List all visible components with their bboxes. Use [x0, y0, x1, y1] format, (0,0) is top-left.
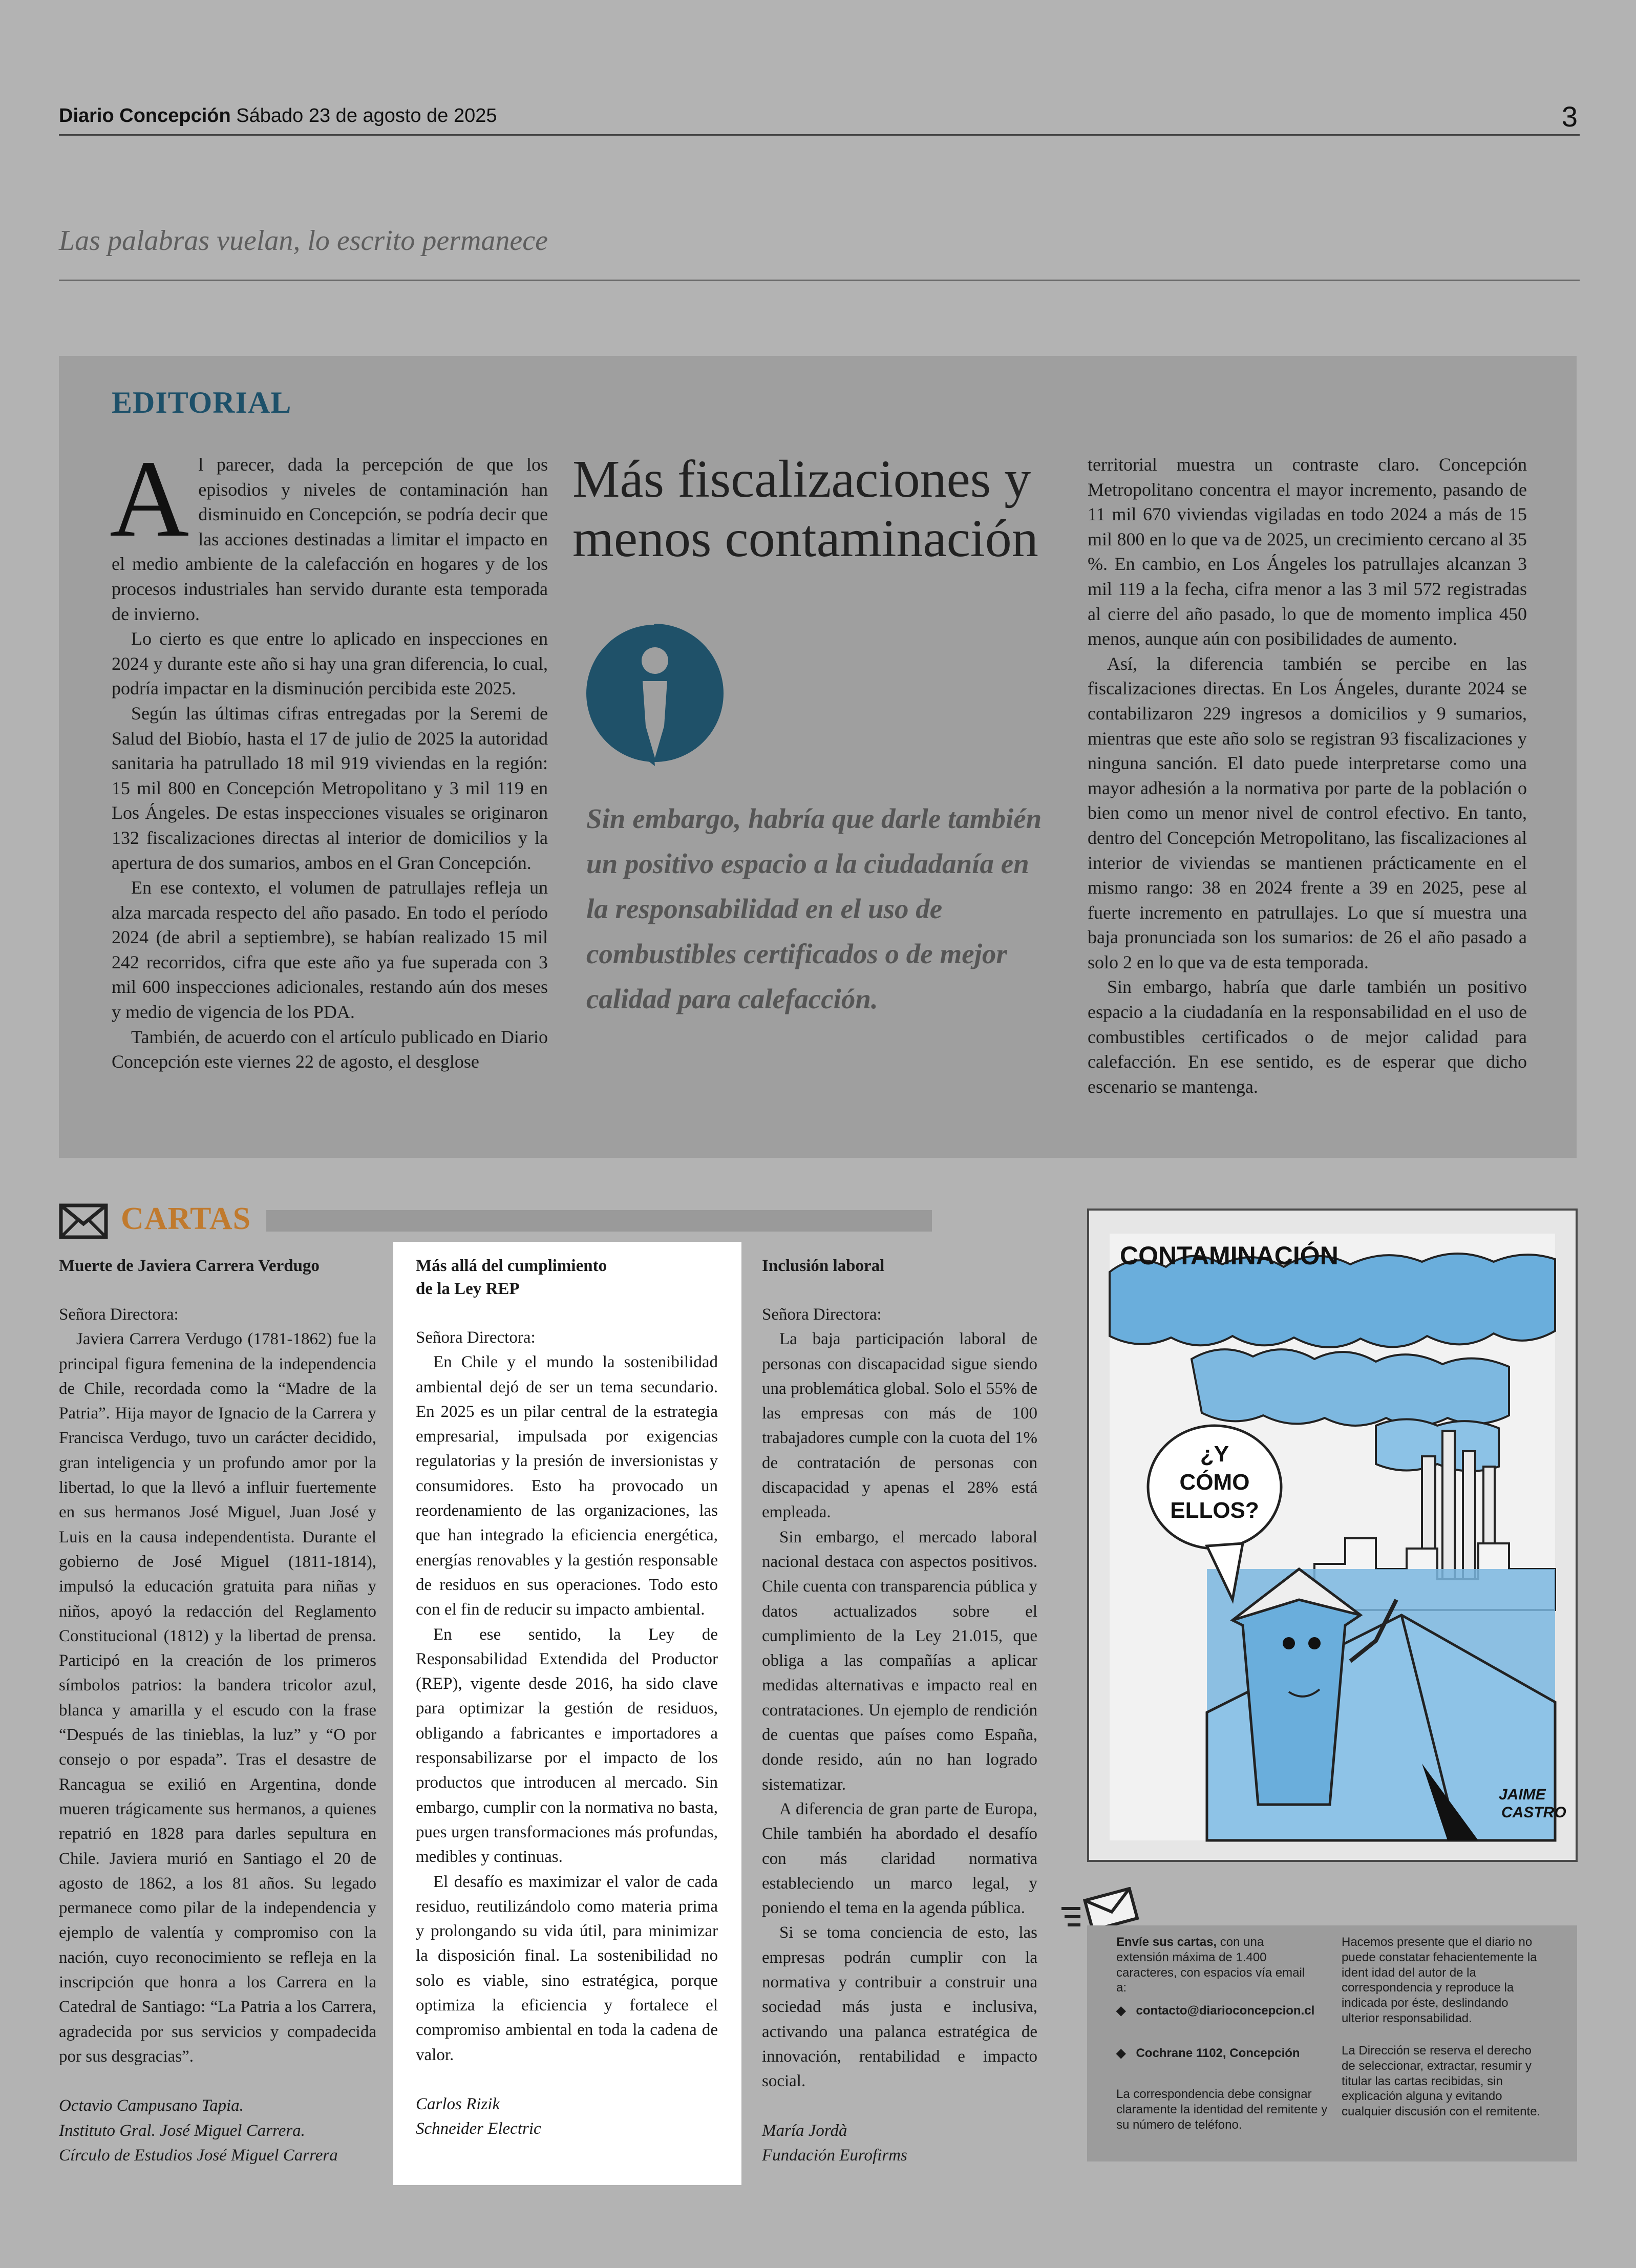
letter-title: Más allá del cumplimiento de la Ley REP [416, 1257, 607, 1298]
publication-date: Sábado 23 de agosto de 2025 [236, 105, 497, 126]
letter-signature: Carlos Rizik [416, 2094, 500, 2113]
editorial-paragraph: Según las últimas cifras entregadas por la Seremi de Salud del Biobío, hasta el 17 de julio de 2025 la autoridad sanitaria ha patrullado 18 mil 919 viviendas en la región: 15 mil 800 en Concepción Metropolitano y 3 mil 119 en Los Ángeles. De estas inspecciones visuales se originaron 132 fiscalizaciones directas al interior de domicilios y la apertura de dos sumarios, ambos en el Gran Concepción. [112, 703, 548, 873]
letter-1 [59, 1255, 376, 2168]
letter-title: Muerte de Javiera Carrera Verdugo [59, 1257, 320, 1275]
cartoon-title: CONTAMINACIÓN [1120, 1241, 1338, 1270]
cartas-header-bar [266, 1210, 932, 1232]
editorial-paragraph: Sin embargo, habría que darle también un positivo espacio a la ciudadanía en la responsabilidad en el uso de combustibles certificados o de mejor calidad para calefacción. En ese sentido, es de esperar que dicho escenario se mantenga. [1088, 977, 1527, 1097]
letter-paragraph: La baja participación laboral de personas con discapacidad sigue siendo una problemática global. Solo el 55% de las empresas con más de 100 trabajadores cumple con la cuota del 1% de contratación de personas con discapacidad y apenas el 28% está empleada. [762, 1330, 1037, 1522]
editorial-column-3 [1088, 452, 1527, 1099]
letter-title: Inclusión laboral [762, 1257, 885, 1275]
publication-name: Diario Concepción [59, 105, 231, 126]
cartoon-illustration [1089, 1211, 1576, 1860]
editorial-label: EDITORIAL [112, 386, 292, 419]
letter-paragraph: En Chile y el mundo la sostenibilidad ambiental dejó de ser un tema secundario. En 2025 es un pilar central de la estrategia empresarial, impulsada por exigencias regulatorias y la presión de inversionistas y consumidores. Esto ha provocado un reordenamiento de las organizaciones, las que han integrado la eficiencia energética, energías renovables y la gestión responsable de residuos en sus operaciones. Todo esto con el fin de reducir su impacto ambiental. [416, 1353, 718, 1619]
submission-right-note-1: Hacemos presente que el diario no puede constatar fehacientemente la ident idad del autor de la correspondencia y reproduce la indicada por éste, deslindando ulterior responsabilidad. [1342, 1935, 1537, 2025]
letter-paragraph: Javiera Carrera Verdugo (1781-1862) fue la principal figura femenina de la independencia de Chile, recordada como la “Madre de la Patria”. Hija mayor de Ignacio de la Carrera y Francisca Verdugo, tuvo un carácter decidido, gran inteligencia y un profundo amor por la libertad, lo que la llevó a influir fuertemente en sus hermanos José Miguel, Juan José y Luis en la causa independentista. Durante el gobierno de José Miguel (1811-1814), impulsó la educación gratuita para niñas y niños, apoyó la redacción del Reglamento Constitucional (1812) y la libertad de prensa. Participó en la creación de los primeros símbolos patrios: la bandera tricolor azul, blanca y amarilla y el escudo con la frase “Después de las tinieblas, la luz” y “O por consejo o por espada”. Tras el desastre de Rancagua se exilió en Argentina, donde mueren trágicamente sus hermanos, a quienes repatrió en 1828 para darles sepultura en Chile. Javiera murió en Santiago el 20 de agosto de 1862, a los 81 años. Su legado permanece como pilar de la independencia y ejemplo de valentía y compromiso con la nación, cuyo reconocimiento se refleja en la inscripción que honra a los Carrera en la Catedral de Santiago: “La Patria a los Carrera, agradecida por sus servicios y compadecida por sus desgracias”. [59, 1330, 376, 2066]
submission-address: ◆ Cochrane 1102, Concepción [1116, 2046, 1300, 2060]
letter-signature: Instituto Gral. José Miguel Carrera. [59, 2121, 305, 2140]
header-rule [59, 134, 1580, 136]
letter-greeting: Señora Directora: [416, 1328, 536, 1347]
letter-signature: Octavio Campusano Tapia. [59, 2096, 244, 2115]
submission-right-note-2: La Dirección se reserva el derecho de seleccionar, extractar, resumir y titular las cartas recibidas, sin explicación alguna y evitando cualquier discusión con el remitente. [1342, 2044, 1541, 2119]
letter-paragraph: El desafío es maximizar el valor de cada residuo, reutilizándolo como materia prima y prolongando su vida útil, para minimizar la disposición final. La sostenibilidad no solo es viable, sino estratégica, porque optimiza la eficiencia y fortalece el compromiso ambiental en toda la cadena de valor. [416, 1872, 718, 2064]
cartoonist-signature: JAIME [1499, 1786, 1546, 1803]
cartoon-frame [1087, 1209, 1578, 1862]
letter-signature: Fundación Eurofirms [762, 2146, 907, 2165]
cartas-label: CARTAS [121, 1201, 251, 1236]
letter-paragraph: A diferencia de gran parte de Europa, Chile también ha abordado el desafío con más claridad normativa estableciendo un marco legal, y poniendo el tema en la agenda pública. [762, 1799, 1037, 1918]
editorial-paragraph: Lo cierto es que entre lo aplicado en inspecciones en 2024 y durante este año si hay una gran diferencia, lo cual, podría impactar en la disminución percibida este 2025. [112, 628, 548, 699]
envelope-icon [59, 1203, 108, 1239]
speech-line: ELLOS? [1170, 1498, 1259, 1523]
letter-3 [762, 1255, 1037, 2168]
letter-greeting: Señora Directora: [762, 1305, 882, 1324]
masthead [59, 105, 497, 127]
speech-line: CÓMO [1179, 1470, 1250, 1495]
page-number: 3 [1561, 100, 1578, 133]
letter-paragraph: Sin embargo, el mercado laboral nacional destaca con aspectos positivos. Chile cuenta con transparencia pública y datos actualizados sobre el cumplimiento de la Ley 21.015, que obliga a las compañías a aplicar medidas alternativas e impacto real en contrataciones. Un ejemplo de rendición de cuentas que países como España, donde resido, aún no han logrado sistematizar. [762, 1528, 1037, 1794]
editorial-paragraph: En ese contexto, el volumen de patrullajes refleja un alza marcada respecto del año pasado. En todo el período 2024 (de abril a septiembre), se habían realizado 15 mil 242 recorridos, cifra que este año ya fue superada con 3 mil 600 inspecciones adicionales, restando aún dos meses y medio de vigencia de los PDA. [112, 877, 548, 1023]
slogan: Las palabras vuelan, lo escrito permanece [59, 225, 548, 257]
letter-2 [416, 1255, 718, 2142]
letter-signature: María Jordà [762, 2121, 847, 2140]
editorial-paragraph: territorial muestra un contraste claro. Concepción Metropolitano concentra el mayor incremento, pasando de 11 mil 670 viviendas vigiladas en todo 2024 a más de 15 mil 800 en lo que va de 2025, un crecimiento cercano al 35 %. En cambio, en Los Ángeles los patrullajes alcanzan 3 mil 119 a la fecha, cifra menor a las 3 mil 572 registradas al cierre del año pasado, lo que de momento implica 450 menos, aunque aún con posibilidades de aumento. [1088, 454, 1527, 649]
drop-cap: A [110, 437, 189, 560]
slogan-rule [59, 280, 1580, 281]
submission-intro: Envíe sus cartas, con una extensión máxima de 1.400 caracteres, con espacios vía email a: [1116, 1935, 1305, 1995]
editorial-column-1 [110, 437, 548, 1074]
letter-signature: Círculo de Estudios José Miguel Carrera [59, 2146, 338, 2165]
editorial-headline: Más fiscalizaciones y menos contaminación [572, 450, 1038, 568]
letter-paragraph: Si se toma conciencia de esto, las empresas podrán cumplir con la normativa y contribuir a construir una sociedad más justa e inclusiva, activando una palanca estratégica de innovación, rentabilidad e impacto social. [762, 1923, 1037, 2091]
letter-paragraph: En ese sentido, la Ley de Responsabilidad Extendida del Productor (REP), vigente desde 2016, ha sido clave para optimizar la gestión de residuos, obligando a fabricantes e importadores a responsabilizarse por el impacto de los productos que introducen al mercado. Sin embargo, cumplir con la normativa no basta, pues urgen transformaciones más profundas, medibles y continuas. [416, 1625, 718, 1867]
editorial-paragraph: También, de acuerdo con el artículo publicado en Diario Concepción este viernes 22 de agosto, el desglose [112, 1026, 548, 1072]
letter-greeting: Señora Directora: [59, 1305, 179, 1324]
submission-email[interactable]: ◆ contacto@diarioconcepcion.cl [1116, 2004, 1315, 2018]
letter-signature: Schneider Electric [416, 2119, 541, 2138]
speech-line: ¿Y [1200, 1442, 1229, 1467]
submission-left-note: La correspondencia debe consignar claramente la identidad del remitente y su número de teléfono. [1116, 2087, 1328, 2132]
editorial-paragraph: Al parecer, dada la percepción de que los episodios y niveles de contaminación han disminuido en Concepción, se podría decir que las acciones destinadas a limitar el impacto en el medio ambiente de la calefacción en hogares y de los procesos industriales han servido durante esta temporada de invierno. [110, 437, 548, 624]
pull-quote: Sin embargo, habría que darle también un positivo espacio a la ciudadanía en la responsabilidad en el uso de combustibles certificados o de mejor calidad para calefacción. [586, 803, 1042, 1014]
cartoonist-signature: CASTRO [1501, 1804, 1566, 1821]
editorial-paragraph: Así, la diferencia también se percibe en las fiscalizaciones directas. En Los Ángeles, durante 2024 se contabilizaron 229 ingresos a domicilios y 9 sumarios, mientras que este año solo se registran 93 fiscalizaciones y ninguna sanción. El dato puede interpretarse como una mayor adhesión a la normativa por parte de la población o bien como un menor nivel de control efectivo. En tanto, dentro del Concepción Metropolitano, las fiscalizaciones al interior de viviendas se mantienen prácticamente en el mismo rango: 38 en 2024 frente a 39 en 2025, pese al fuerte incremento en patrullajes. Lo que sí muestra una baja pronunciada son los sumarios: de 26 el año pasado a solo 2 en lo que va de esta temporada. [1088, 653, 1527, 972]
info-icon [586, 624, 724, 766]
